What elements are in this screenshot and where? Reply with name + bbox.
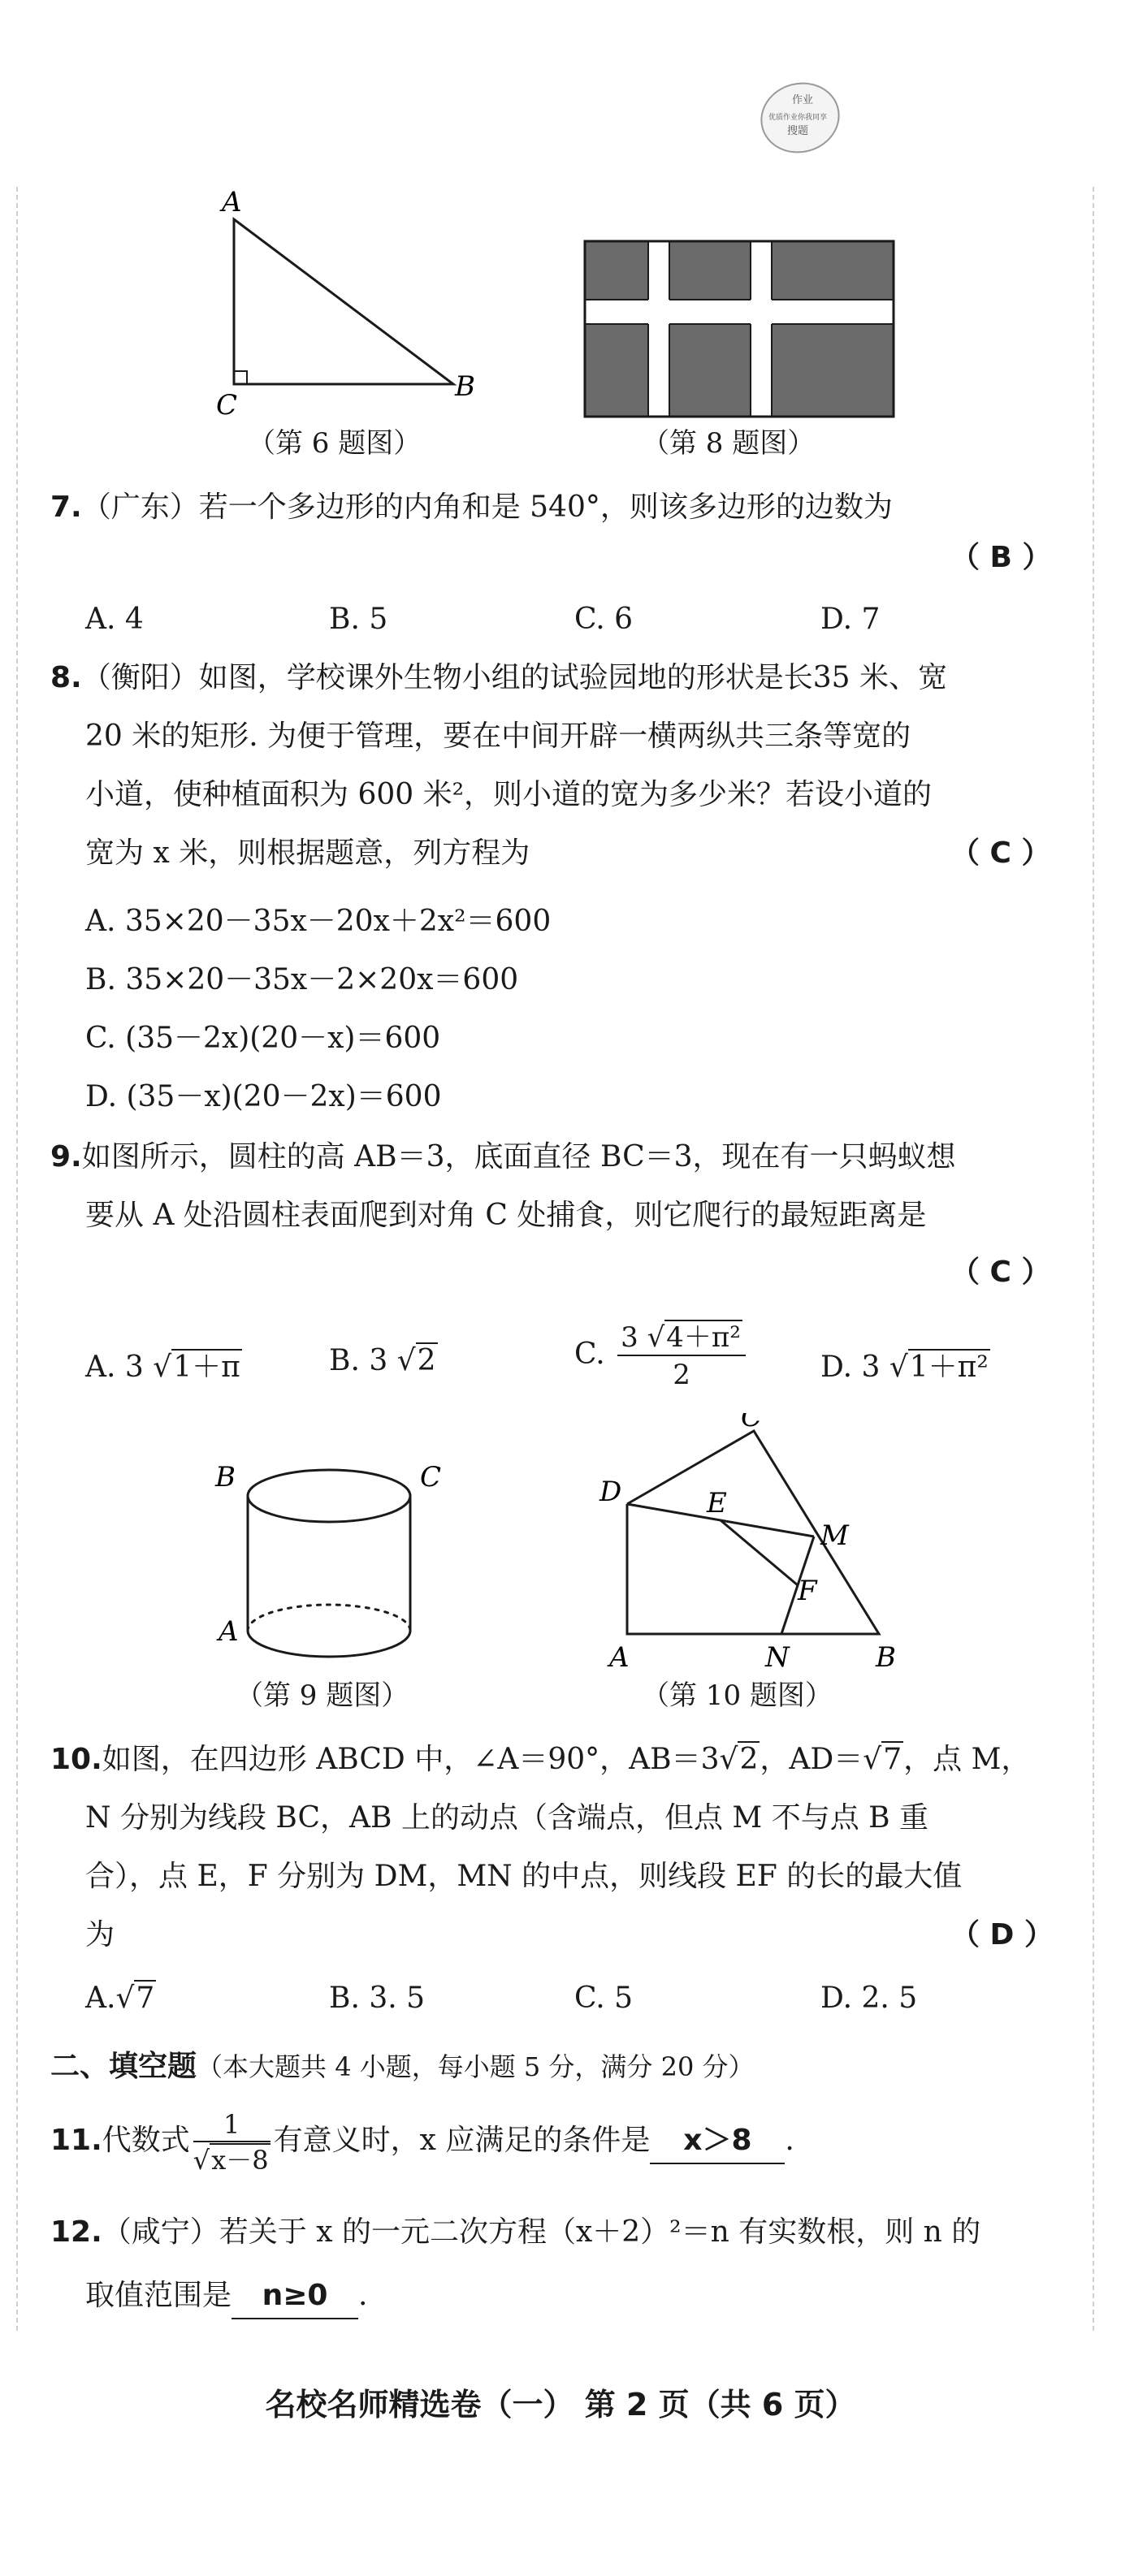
q8-line-3: 小道，使种植面积为 600 米²，则小道的宽为多少米？若设小道的 [85,778,933,811]
fig8-caption: （第 8 题图） [642,427,816,460]
q11-fraction: $\frac{1}{√x-8}$ [193,2109,269,2176]
q9-line-1: 如图所示，圆柱的高 AB＝3，底面直径 BC＝3，现在有一只蚂蚁想 [81,1140,956,1173]
fig10-label-m: M [820,1519,849,1552]
q8-option-d: D. (35－x)(20－2x)＝600 [85,1080,442,1113]
q7-option-b: B. 5 [329,603,388,636]
fig10-caption: （第 10 题图） [642,1679,833,1712]
fig6-caption: （第 6 题图） [248,427,422,460]
question-11: 11.代数式 $\frac{1}{√x-8}$ 有意义时，x 应满足的条件是 x＞8 . [50,2109,794,2176]
q9-option-c-fraction: $\frac{\text{3 √4＋π²}}{2}$ [617,1324,746,1389]
svg-text:优质作业你我同享: 优质作业你我同享 [768,114,828,122]
fig10-label-e: E [707,1487,727,1519]
fig6-label-b: B [455,370,475,403]
q12-answer-blank: n≥0 [232,2274,358,2319]
figure-6 [195,183,504,418]
section-2-note: （本大题共 4 小题，每小题 5 分，满分 20 分） [197,2051,755,2082]
q7-option-a: A. 4 [85,603,144,636]
question-9 [50,1135,956,1179]
q10-option-b: B. 3. 5 [329,1982,426,2015]
question-8 [50,656,947,700]
q10-line-2: N 分别为线段 BC，AB 上的动点（含端点，但点 M 不与点 B 重 [85,1801,929,1835]
fig10-label-a: A [609,1641,630,1673]
q9-line-2: 要从 A 处沿圆柱表面爬到对角 C 处捕食，则它爬行的最短距离是 [85,1199,927,1232]
q12-line-2: 取值范围是 n≥0 . [85,2274,367,2319]
fig10-label-f: F [798,1575,817,1607]
q11-number: 11. [50,2124,102,2157]
fig9-label-c: C [420,1461,442,1493]
q8-line-2: 20 米的矩形. 为便于管理，要在中间开辟一横两纵共三条等宽的 [85,720,911,753]
q7-option-d: D. 7 [820,603,881,636]
q8-line-1: （衡阳）如图，学校课外生物小组的试验园地的形状是长35 米、宽 [81,661,947,694]
question-10: 10.如图，在四边形 ABCD 中，∠A＝90°，AB＝3√2，AD＝√7，点 M， [50,1743,1031,1776]
q8-line-4: 宽为 x 米，则根据题意，列方程为 [85,836,530,870]
question-12 [50,2211,980,2254]
fig6-label-a: A [222,186,242,218]
q7-option-c: C. 6 [574,603,634,636]
q9-option-a: A. 3 √1＋π [85,1351,240,1384]
fig10-label-n: N [765,1641,790,1673]
page-footer: 名校名师精选卷（一） 第 2 页（共 6 页） [265,2387,856,2423]
fig10-label-b: B [876,1641,896,1673]
figure-9 [207,1454,451,1665]
q12-number: 12. [50,2215,102,2249]
q10-answer: （ D ） [950,1918,1054,1951]
fig6-label-c: C [216,389,238,418]
q8-number: 8. [50,661,82,694]
q9-number: 9. [50,1140,82,1173]
svg-text:作业: 作业 [791,94,814,106]
svg-text:搜题: 搜题 [786,125,809,137]
q9-option-c: C. $\frac{\text{3 √4＋π²}}{2}$ [574,1324,749,1389]
q10-number: 10. [50,1743,102,1776]
q10-option-d: D. 2. 5 [820,1982,918,2015]
q9-option-b: B. 3 √2 [329,1344,436,1377]
left-margin-line [16,187,18,2331]
q10-line-4: 为 [85,1918,115,1951]
q9-answer: （ C ） [950,1256,1051,1289]
figure-10 [593,1413,910,1673]
fig9-label-a: A [219,1615,239,1648]
stamp-seal [755,77,845,158]
section-2-title: 二、填空题 [50,2050,197,2083]
q7-number: 7. [50,491,82,524]
q12-line-1: （咸宁）若关于 x 的一元二次方程（x＋2）²＝n 有实数根，则 n 的 [102,2215,981,2249]
q11-answer-blank: x＞8 [650,2119,785,2164]
q8-option-a: A. 35×20－35x－20x＋2x²＝600 [85,905,552,938]
q10-option-c: C. 5 [574,1982,634,2015]
q7-text: （广东）若一个多边形的内角和是 540°，则该多边形的边数为 [81,491,893,524]
q7-answer: （ B ） [950,541,1052,574]
q10-line-3: 合），点 E，F 分别为 DM，MN 的中点，则线段 EF 的长的最大值 [85,1860,963,1893]
q8-answer: （ C ） [950,836,1051,870]
fig10-label-c: C [741,1413,763,1433]
figure-8 [583,240,895,418]
q8-option-c: C. (35－2x)(20－x)＝600 [85,1022,441,1055]
q10-option-a: A.√7 [85,1982,155,2015]
fig9-caption: （第 9 题图） [236,1679,409,1712]
fig9-label-b: B [215,1461,236,1493]
fig10-label-d: D [599,1476,622,1508]
right-margin-line [1093,187,1094,2331]
q9-option-d: D. 3 √1＋π² [820,1351,989,1384]
question-7 [50,486,893,529]
q8-option-b: B. 35×20－35x－2×20x＝600 [85,963,519,996]
section-2-heading [50,2045,755,2089]
